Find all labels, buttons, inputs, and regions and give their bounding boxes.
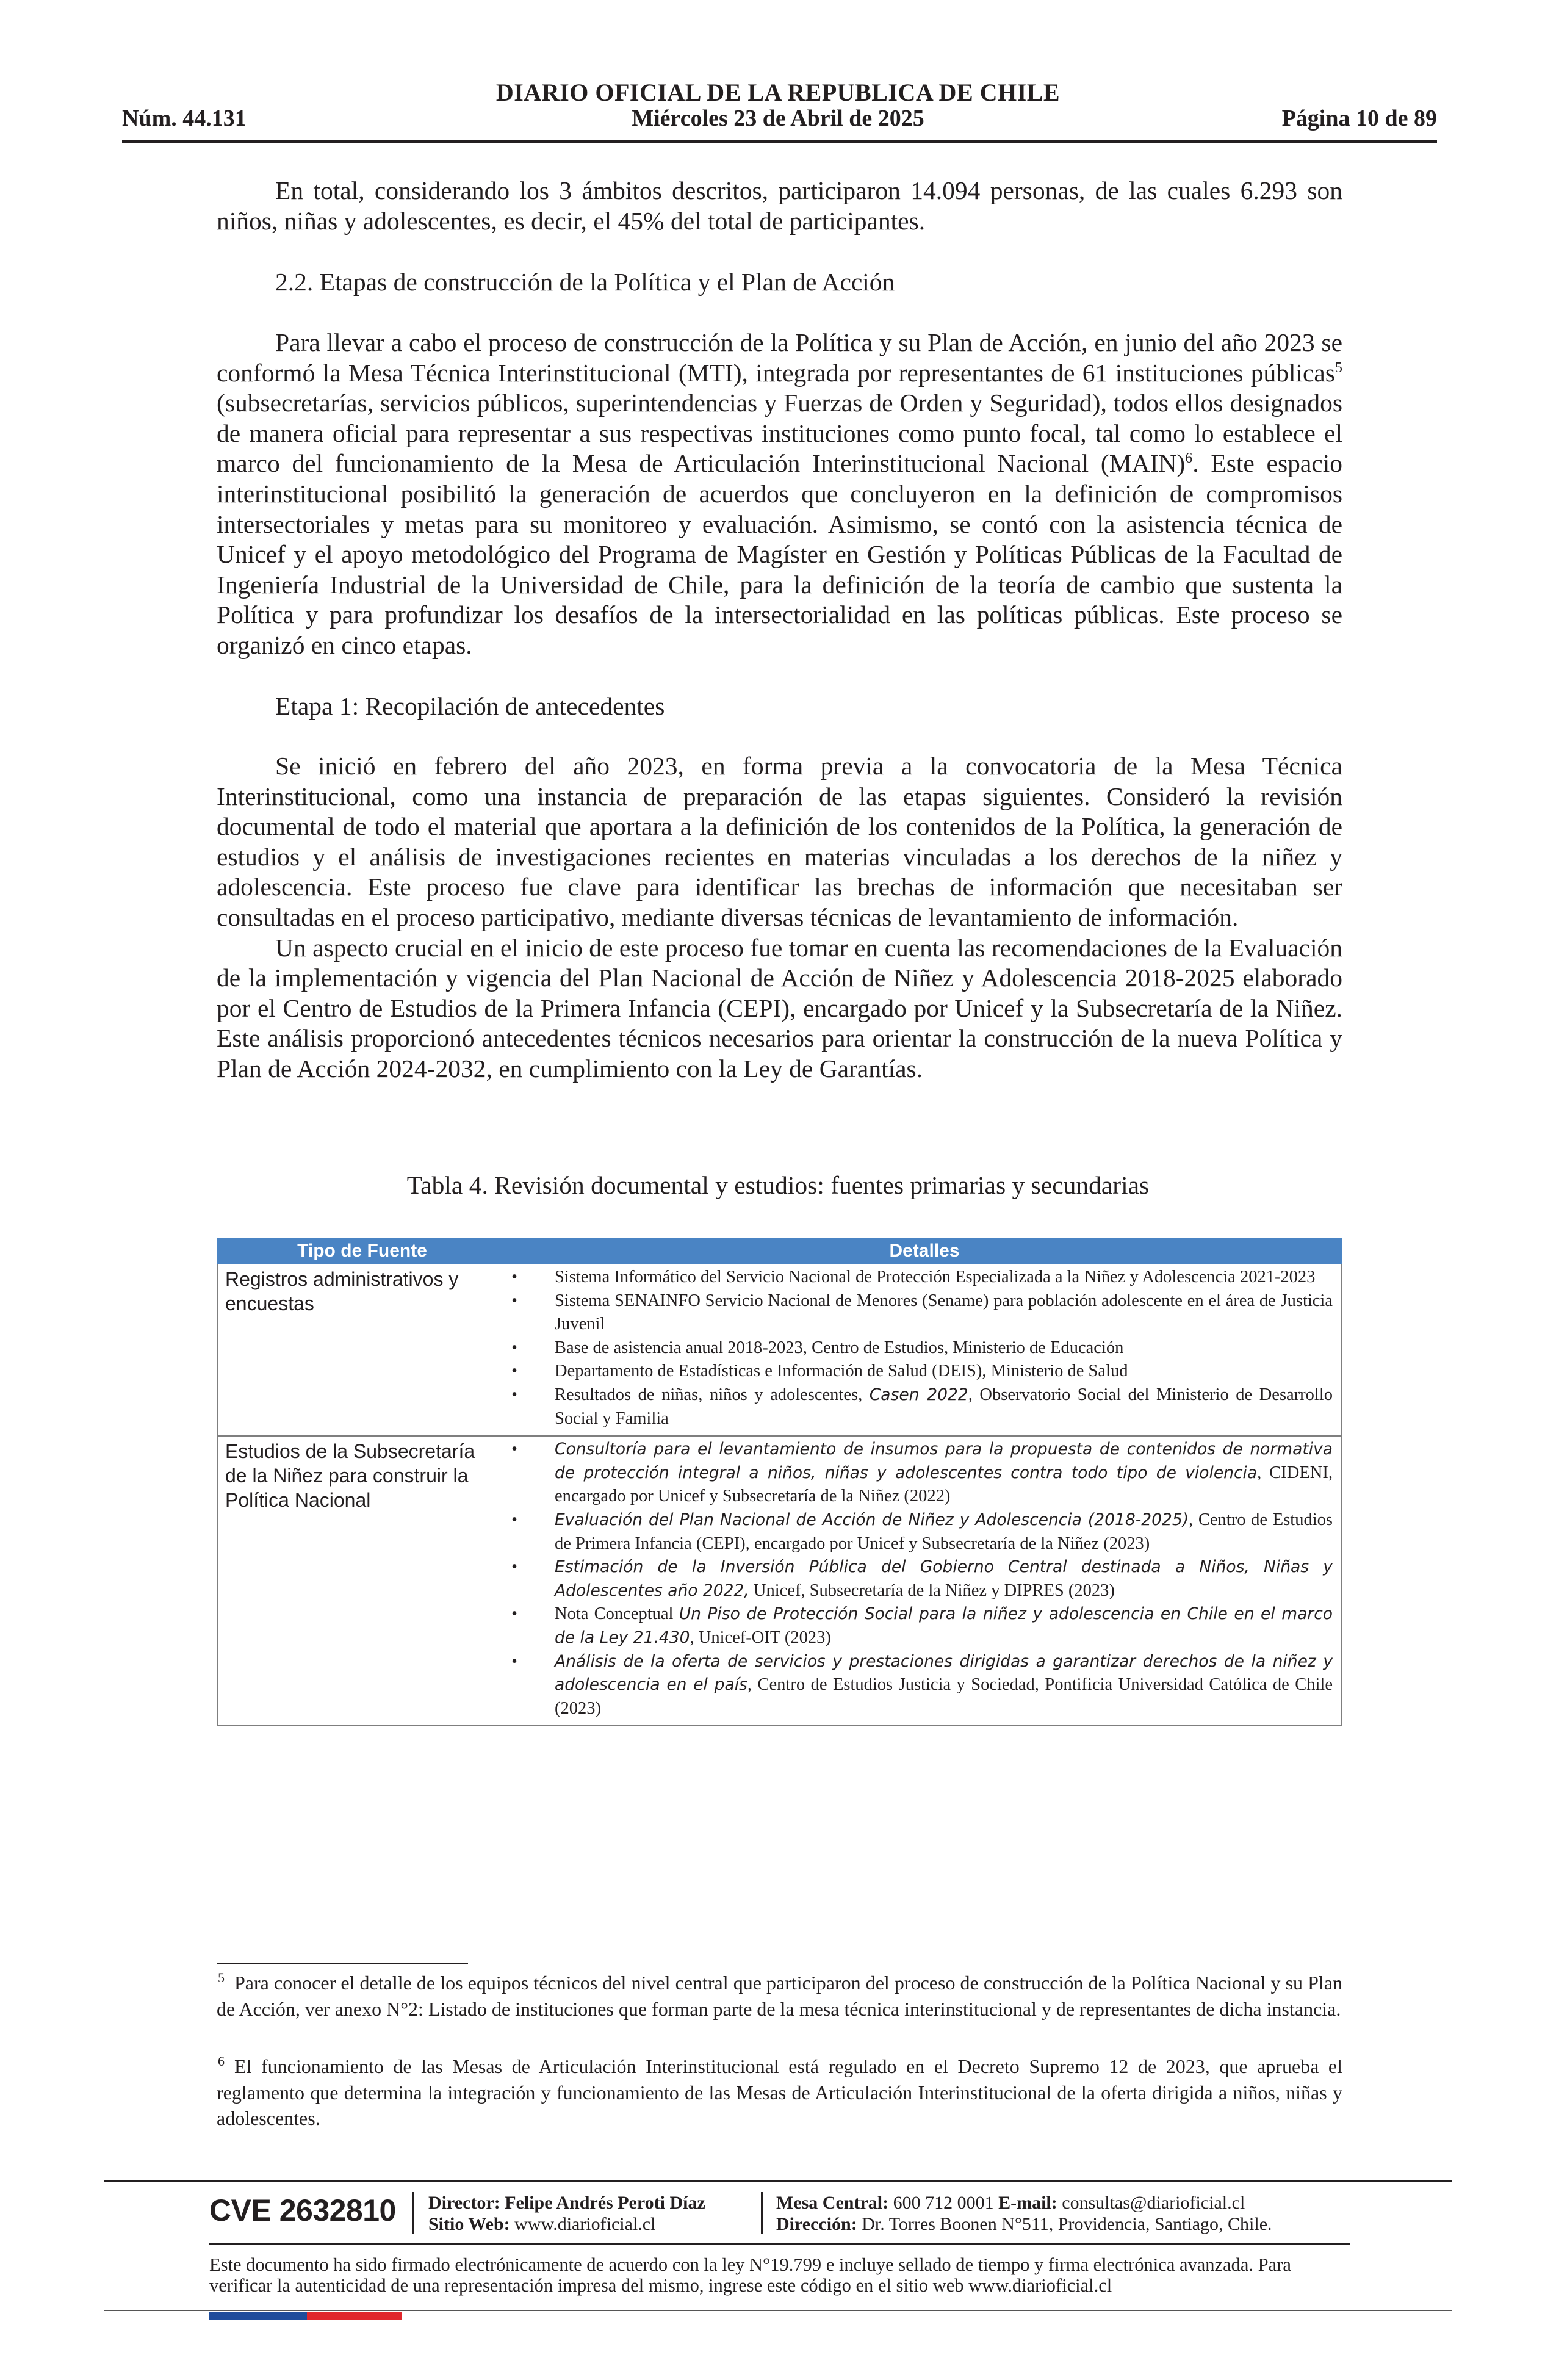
footer-separator <box>412 2192 414 2234</box>
table-row <box>217 1264 1342 1436</box>
source-type-cell: Registros administrativos y encuestas <box>217 1264 507 1436</box>
sources-table <box>217 1238 1342 1726</box>
details-cell <box>507 1264 1342 1436</box>
list-item: • Resultados de niñas, niños y adolescentes, Casen 2022, Observatorio Social del Ministerio de Desarrollo Social y Familia <box>511 1385 1333 1428</box>
footer-divider-top <box>104 2180 1452 2182</box>
list-item: • Sistema SENAINFO Servicio Nacional de Menores (Sename) para población adolescente en el área de Justicia Juvenil <box>511 1291 1333 1334</box>
footnote-ref-5: 5 <box>1335 359 1342 376</box>
paragraph-mti: Para llevar a cabo el proceso de construcción de la Política y su Plan de Acción, en junio del año 2023 se conformó la Mesa Técnica Interinstitucional (MTI), integrada por representantes de 61 instituciones públicas$^5$ (subsecretarías, servicios públicos, superintendencias y Fuerzas de Orden y Seguridad), todos ellos designados de manera oficial para representar a sus respectivas instituciones como punto focal, tal como lo establece el marco del funcionamiento de la Mesa de Articulación Interinstitucional Nacional (MAIN)$^6$. Este espacio interinstitucional posibilitó la generación de acuerdos que concluyeron en la definición de compromisos intersectoriales y metas para su monitoreo y evaluación. Asimismo, se contó con la asistencia técnica de Unicef y el apoyo metodológico del Programa de Magíster en Gestión y Políticas Públicas de la Facultad de Ingeniería Industrial de la Universidad de Chile, para la definición de la teoría de cambio que sustenta la Política y para profundizar los desafíos de la intersectorialidad en las políticas públicas. Este proceso se organizó en cinco etapas. <box>217 328 1342 659</box>
list-item: • Base de asistencia anual 2018-2023, Centro de Estudios, Ministerio de Educación <box>511 1338 1124 1357</box>
footer-divider-bottom <box>104 2310 1452 2311</box>
list-item: • Nota Conceptual Un Piso de Protección Social para la niñez y adolescencia en Chile en el marco de la Ley 21.430, Unicef-OIT (2023) <box>511 1604 1333 1647</box>
page-number: Página 10 de 89 <box>1281 106 1437 131</box>
cve-code: CVE 2632810 <box>209 2193 396 2227</box>
list-item: • Departamento de Estadísticas e Información de Salud (DEIS), Ministerio de Salud <box>511 1361 1128 1381</box>
flag-stripe-blue <box>209 2312 307 2320</box>
list-item: • Estimación de la Inversión Pública del Gobierno Central destinada a Niños, Niñas y Adolescentes año 2022, Unicef, Subsecretaría de la Niñez y DIPRES (2023) <box>511 1557 1333 1600</box>
footnote-divider <box>217 1963 468 1964</box>
issue-number: Núm. 44.131 <box>122 106 247 131</box>
paragraph-participants: En total, considerando los 3 ámbitos descritos, participaron 14.094 personas, de las cuales 6.293 son niños, niñas y adolescentes, es decir, el 45% del total de participantes. <box>217 176 1342 235</box>
section-heading-2-2: 2.2. Etapas de construcción de la Política y el Plan de Acción <box>275 268 895 296</box>
footer-divider-middle <box>209 2243 1350 2245</box>
paragraph-evaluation: Un aspecto crucial en el inicio de este proceso fue tomar en cuenta las recomendaciones de la Evaluación de la implementación y vigencia del Plan Nacional de Acción de Niñez y Adolescencia 2018-2025 elaborado por el Centro de Estudios de la Primera Infancia (CEPI), encargado por Unicef y la Subsecretaría de la Niñez. Este análisis proporcionó antecedentes técnicos necesarios para orientar la construcción de la nueva Política y Plan de Acción 2024-2032, en cumplimiento con la Ley de Garantías. <box>217 933 1342 1083</box>
col-header-details: Detalles <box>507 1238 1342 1264</box>
signature-notice: Este documento ha sido firmado electrónicamente de acuerdo con la ley N°19.799 e incluye sellado de tiempo y firma electrónica avanzada. Para verificar la autenticidad de una representación impresa del mismo, ingrese este código en el sitio web www.diarioficial.cl <box>209 2254 1291 2296</box>
newspaper-title: DIARIO OFICIAL DE LA REPUBLICA DE CHILE <box>495 79 1061 106</box>
website-link[interactable]: www.diarioficial.cl <box>514 2214 656 2234</box>
footer-separator <box>761 2192 763 2234</box>
footnote-6: $^6$ El funcionamiento de las Mesas de Articulación Interinstitucional está regulado en el Decreto Supremo 12 de 2023, que aprueba el reglamento que determina la integración y funcionamiento de las Mesas de Articulación Interinstitucional de la oferta dirigida a niños, niñas y adolescentes. <box>217 2054 1342 2129</box>
footer-director-block: Director: Felipe Andrés Peroti Díaz Sitio Web: www.diarioficial.cl <box>428 2193 705 2234</box>
header-divider <box>122 140 1437 143</box>
list-item: • Consultoría para el levantamiento de insumos para la propuesta de contenidos de normativa de protección integral a niños, niñas y adolescentes contra todo tipo de violencia, CIDENI, encargado por Unicef y Subsecretaría de la Niñez (2022) <box>511 1440 1333 1506</box>
table-header-row <box>217 1238 1342 1264</box>
flag-stripe-red <box>307 2312 402 2320</box>
table-row <box>217 1436 1342 1726</box>
director-name: Felipe Andrés Peroti Díaz <box>505 2193 705 2213</box>
subheading-etapa-1: Etapa 1: Recopilación de antecedentes <box>275 692 665 720</box>
list-item: • Análisis de la oferta de servicios y prestaciones dirigidas a garantizar derechos de la niñez y adolescencia en el país, Centro de Estudios Justicia y Sociedad, Pontificia Universidad Católica de Chile (2023) <box>511 1651 1333 1718</box>
email-link[interactable]: consultas@diarioficial.cl <box>1062 2193 1245 2213</box>
list-item: • Sistema Informático del Servicio Nacional de Protección Especializada a la Niñez y Adolescencia 2021-2023 <box>511 1268 1316 1286</box>
footer-contact-block: Mesa Central: 600 712 0001 E-mail: consultas@diarioficial.cl Dirección: Dr. Torres Boonen N°511, Providencia, Santiago, Chile. <box>776 2193 1272 2234</box>
source-type-cell: Estudios de la Subsecretaría de la Niñez para construir la Política Nacional <box>217 1436 507 1726</box>
paragraph-etapa-1: Se inició en febrero del año 2023, en forma previa a la convocatoria de la Mesa Técnica Interinstitucional, como una instancia de preparación de las etapas siguientes. Consideró la revisión documental de todo el material que aportara a la definición de los contenidos de la Política, la generación de estudios y el análisis de investigaciones recientes en materias vinculadas a los derechos de la niñez y adolescencia. Este proceso fue clave para identificar las brechas de información que necesitaban ser consultadas en el proceso participativo, mediante diversas técnicas de levantamiento de información. Un aspecto crucial en el inicio de este proceso fue tomar en cuenta las recomendaciones de la Evaluación de la implementación y vigencia del Plan Nacional de Acción de Niñez y Adolescencia 2018-2025 elaborado por el Centro de Estudios de la Primera Infancia (CEPI), encargado por Unicef y la Subsecretaría de la Niñez. Este análisis proporcionó antecedentes técnicos necesarios para orientar la construcción de la nueva Política y Plan de Acción 2024-2032, en cumplimiento con la Ley de Garantías. <box>217 751 1342 1084</box>
issue-date: Miércoles 23 de Abril de 2025 <box>632 106 924 131</box>
col-header-source: Tipo de Fuente <box>217 1238 507 1264</box>
details-cell <box>507 1436 1342 1726</box>
list-item: • Evaluación del Plan Nacional de Acción de Niñez y Adolescencia (2018-2025), Centro de Estudios de Primera Infancia (CEPI), encargado por Unicef y Subsecretaría de la Niñez (2023) <box>511 1510 1333 1553</box>
table-caption: Tabla 4. Revisión documental y estudios: fuentes primarias y secundarias <box>406 1171 1150 1199</box>
footnote-ref-6: 6 <box>1185 450 1193 467</box>
footnote-5: $^5$ Para conocer el detalle de los equipos técnicos del nivel central que participaron del proceso de construcción de la Política Nacional y su Plan de Acción, ver anexo N°2: Listado de instituciones que forman parte de la mesa técnica interinstitucional y de representantes de dicha instancia. <box>217 1970 1342 2020</box>
